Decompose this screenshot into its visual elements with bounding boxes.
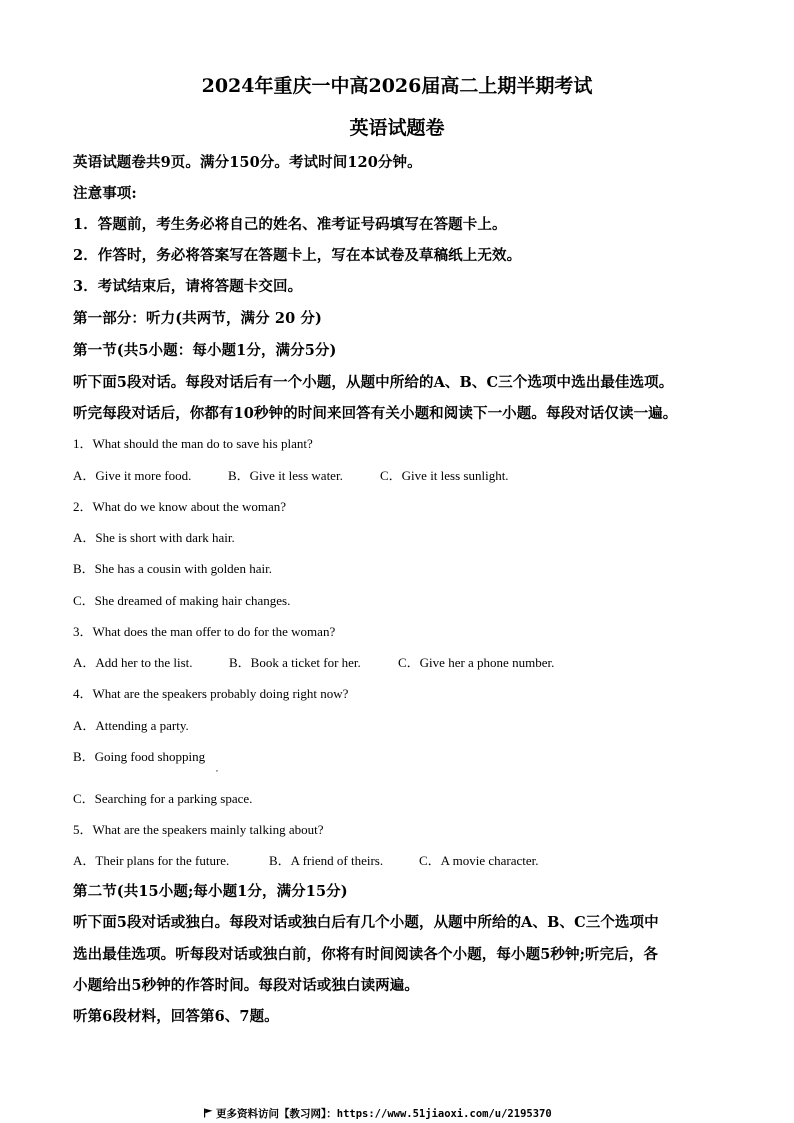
option-a: A．She is short with dark hair. [73, 530, 235, 545]
stray-mark: , [216, 764, 218, 773]
page-title: 2024年重庆一中高2026届高二上期半期考试 [201, 75, 593, 97]
option-b: B．A friend of theirs. [269, 853, 384, 868]
option-c: C．Give it less sunlight. [380, 468, 509, 483]
section1-heading: 第一节(共5小题：每小题1分，满分5分) [73, 342, 337, 359]
option-c: C．Searching for a parking space. [73, 791, 253, 806]
flag-icon [203, 1108, 213, 1118]
section1-instruction: 听下面5段对话。每段对话后有一个小题，从题中所给的A、B、C三个选项中选出最佳选项。 [73, 374, 674, 391]
option-a: A．Attending a party. [73, 718, 189, 733]
section2-heading: 第二节(共15小题;每小题1分，满分15分) [73, 883, 348, 900]
option-b: B．Book a ticket for her. [229, 655, 361, 670]
footer-link[interactable] [203, 1106, 552, 1121]
option-a: A．Add her to the list. [73, 655, 193, 670]
option-a: A．Their plans for the future. [73, 853, 230, 868]
section2-instruction: 选出最佳选项。听每段对话或独白前，你将有时间阅读各个小题，每小题5秒钟;听完后，各 [73, 946, 659, 963]
option-c: C．Give her a phone number. [398, 655, 555, 670]
option-a: A．Give it more food. [73, 468, 192, 483]
notice-heading: 注意事项: [73, 185, 137, 202]
question-stem: 4．What are the speakers probably doing right now? [73, 686, 349, 701]
question-stem: 1．What should the man do to save his plant? [73, 436, 313, 451]
part1-heading: 第一部分：听力(共两节，满分 20 分) [73, 310, 322, 327]
question-stem: 3．What does the man offer to do for the woman? [73, 624, 336, 639]
section1-instruction: 听完每段对话后，你都有10秒钟的时间来回答有关小题和阅读下一小题。每段对话仅读一遍。 [73, 405, 678, 422]
section2-instruction: 小题给出5秒钟的作答时间。每段对话或独白读两遍。 [73, 977, 419, 994]
question-stem: 5．What are the speakers mainly talking about? [73, 822, 324, 837]
option-b: B．She has a cousin with golden hair. [73, 561, 272, 576]
section2-instruction: 听下面5段对话或独白。每段对话或独白后有几个小题，从题中所给的A、B、C三个选项中 [73, 914, 659, 931]
option-c: C．She dreamed of making hair changes. [73, 593, 291, 608]
exam-intro: 英语试题卷共9页。满分150分。考试时间120分钟。 [73, 154, 422, 171]
footer-text: 更多资料访问【教习网】：https://www.51jiaoxi.com/u/2195370 [216, 1108, 552, 1120]
notice-item: 2．作答时，务必将答案写在答题卡上，写在本试卷及草稿纸上无效。 [73, 247, 522, 264]
notice-item: 1．答题前，考生务必将自己的姓名、准考证号码填写在答题卡上。 [73, 216, 507, 233]
listen-prompt: 听第6段材料，回答第6、7题。 [73, 1008, 279, 1025]
option-b: B．Give it less water. [228, 468, 343, 483]
option-b: B．Going food shopping [73, 749, 206, 764]
page-subtitle: 英语试题卷 [349, 117, 445, 139]
option-c: C．A movie character. [419, 853, 539, 868]
notice-item: 3．考试结束后，请将答题卡交回。 [73, 278, 303, 295]
question-stem: 2．What do we know about the woman? [73, 499, 287, 514]
